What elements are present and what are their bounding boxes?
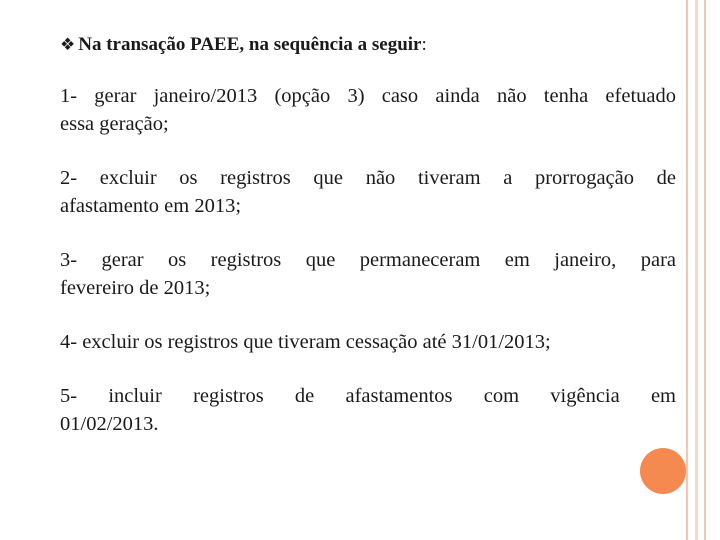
list-item-4-line1: 4- excluir os registros que tiveram cessação até 31/01/2013; xyxy=(60,331,551,353)
list-item-4 xyxy=(60,328,676,356)
slide-heading xyxy=(60,34,676,56)
diamond-bullet-icon: ❖ xyxy=(60,35,76,54)
decorative-rule-outer xyxy=(686,0,688,540)
list-item-3-line1: 3- gerar os registros que permaneceram em janeiro, para xyxy=(60,249,676,271)
heading-colon: : xyxy=(421,34,427,55)
list-item-5-line1: 5- incluir registros de afastamentos com vigência em xyxy=(60,385,676,407)
list-item-3 xyxy=(60,246,676,302)
list-item-1-line2: essa geração; xyxy=(60,113,169,135)
list-item-2 xyxy=(60,164,676,220)
list-item-5-line2: 01/02/2013. xyxy=(60,413,159,435)
slide-content xyxy=(60,30,676,464)
decorative-orange-circle xyxy=(640,448,686,494)
decorative-rule-inner xyxy=(695,0,698,540)
list-item-3-line2: fevereiro de 2013; xyxy=(60,277,211,299)
list-item-2-line2: afastamento em 2013; xyxy=(60,195,242,217)
list-item-5 xyxy=(60,382,676,438)
list-item-1 xyxy=(60,82,676,138)
list-item-1-line1: 1- gerar janeiro/2013 (opção 3) caso ainda não tenha efetuado xyxy=(60,85,676,107)
list-item-2-line1: 2- excluir os registros que não tiveram a prorrogação de xyxy=(60,167,676,189)
decorative-rule-edge xyxy=(704,0,706,540)
heading-text: Na transação PAEE, na sequência a seguir xyxy=(78,34,422,55)
